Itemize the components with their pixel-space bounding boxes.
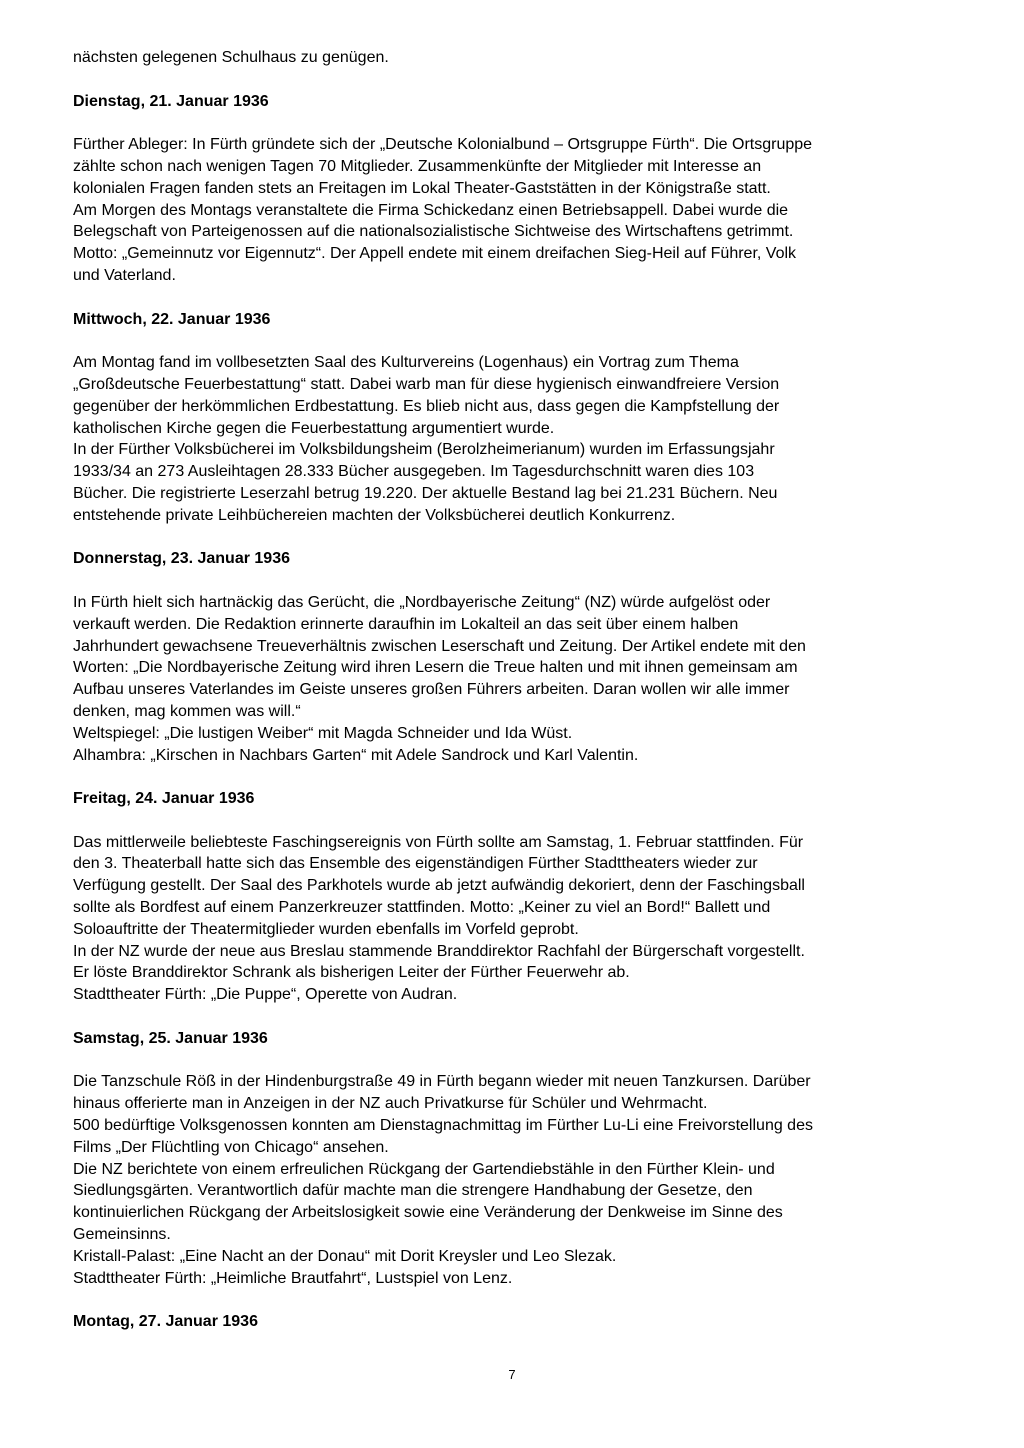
page-number: 7 bbox=[508, 1367, 516, 1382]
text-line: Die NZ berichtete von einem erfreulichen Rückgang der Gartendiebstähle in den Fürther Klein- und bbox=[73, 1160, 775, 1178]
text-line: Kristall-Palast: „Eine Nacht an der Donau“ mit Dorit Kreysler und Leo Slezak. bbox=[73, 1247, 617, 1265]
section-heading bbox=[73, 91, 953, 113]
text-line: In der NZ wurde der neue aus Breslau stammende Branddirektor Rachfahl der Bürgerschaft vorgestellt. bbox=[73, 942, 805, 960]
text-line: Soloauftritte der Theatermitglieder wurden ebenfalls im Vorfeld geprobt. bbox=[73, 920, 579, 938]
text-line: Am Montag fand im vollbesetzten Saal des Kulturvereins (Logenhaus) ein Vortrag zum Thema bbox=[73, 354, 739, 372]
paragraph bbox=[73, 134, 953, 287]
text-line: Motto: „Gemeinnutz vor Eigennutz“. Der Appell endete mit einem dreifachen Sieg-Heil auf Führer, Volk bbox=[73, 245, 797, 263]
text-line: Freitag, 24. Januar 1936 bbox=[73, 790, 255, 808]
document-content bbox=[73, 47, 953, 1355]
text-line: Fürther Ableger: In Fürth gründete sich der „Deutsche Kolonialbund – Ortsgruppe Fürth“. Die Ortsgruppe bbox=[73, 136, 813, 154]
text-line: kolonialen Fragen fanden stets an Freitagen im Lokal Theater-Gaststätten in der Königstraße statt. bbox=[73, 179, 771, 197]
text-line: denken, mag kommen was will.“ bbox=[73, 702, 301, 720]
text-line: Belegschaft von Parteigenossen auf die nationalsozialistische Sichtweise des Wirtschaftens getrimmt. bbox=[73, 223, 794, 241]
text-line: Verfügung gestellt. Der Saal des Parkhotels wurde ab jetzt aufwändig dekoriert, denn der Faschingsball bbox=[73, 877, 805, 895]
paragraph bbox=[73, 47, 953, 69]
paragraph bbox=[73, 832, 953, 1006]
text-line: hinaus offerierte man in Anzeigen in der NZ auch Privatkurse für Schüler und Wehrmacht. bbox=[73, 1095, 708, 1113]
text-line: Stadttheater Fürth: „Die Puppe“, Operette von Audran. bbox=[73, 986, 458, 1004]
text-line: kontinuierlichen Rückgang der Arbeitslosigkeit sowie eine Veränderung der Denkweise im Sinne des bbox=[73, 1204, 783, 1222]
text-line: Die Tanzschule Röß in der Hindenburgstraße 49 in Fürth begann wieder mit neuen Tanzkursen. Darüber bbox=[73, 1073, 811, 1091]
text-line: Das mittlerweile beliebteste Faschingsereignis von Fürth sollte am Samstag, 1. Februar stattfinden. Für bbox=[73, 833, 804, 851]
text-line: gegenüber der herkömmlichen Erdbestattung. Es blieb nicht aus, dass gegen die Kampfstellung der bbox=[73, 397, 780, 415]
text-line: Donnerstag, 23. Januar 1936 bbox=[73, 550, 290, 568]
text-line: sollte als Bordfest auf einem Panzerkreuzer stattfinden. Motto: „Keiner zu viel an Bord!“ Ballett und bbox=[73, 899, 771, 917]
text-line: Stadttheater Fürth: „Heimliche Brautfahrt“, Lustspiel von Lenz. bbox=[73, 1269, 513, 1287]
text-line: verkauft werden. Die Redaktion erinnerte daraufhin im Lokalteil an das seit über einem halben bbox=[73, 615, 739, 633]
text-line: Mittwoch, 22. Januar 1936 bbox=[73, 310, 271, 328]
section-heading bbox=[73, 309, 953, 331]
paragraph bbox=[73, 592, 953, 766]
text-line: nächsten gelegenen Schulhaus zu genügen. bbox=[73, 49, 389, 66]
paragraph bbox=[73, 352, 953, 526]
text-line: Films „Der Flüchtling von Chicago“ ansehen. bbox=[73, 1138, 389, 1156]
text-line: Dienstag, 21. Januar 1936 bbox=[73, 92, 269, 110]
text-line: 500 bedürftige Volksgenossen konnten am Dienstagnachmittag im Fürther Lu-Li eine Freivorstellung des bbox=[73, 1117, 813, 1135]
paragraph bbox=[73, 1071, 953, 1289]
section-heading bbox=[73, 548, 953, 570]
text-line: In Fürth hielt sich hartnäckig das Gerücht, die „Nordbayerische Zeitung“ (NZ) würde aufgelöst oder bbox=[73, 593, 771, 611]
text-line: Jahrhundert gewachsene Treueverhältnis zwischen Leserschaft und Zeitung. Der Artikel endete mit den bbox=[73, 637, 806, 655]
text-line: Er löste Branddirektor Schrank als bisherigen Leiter der Fürther Feuerwehr ab. bbox=[73, 964, 630, 982]
section-heading bbox=[73, 1311, 953, 1333]
text-line: den 3. Theaterball hatte sich das Ensemble des eigenständigen Fürther Stadttheaters wieder zur bbox=[73, 855, 758, 873]
section-heading bbox=[73, 1028, 953, 1050]
section-heading bbox=[73, 788, 953, 810]
text-line: „Großdeutsche Feuerbestattung“ statt. Dabei warb man für diese hygienisch einwandfreiere Version bbox=[73, 375, 780, 393]
text-line: Bücher. Die registrierte Leserzahl betrug 19.220. Der aktuelle Bestand lag bei 21.231 Büchern. Neu bbox=[73, 484, 778, 502]
text-line: katholischen Kirche gegen die Feuerbestattung argumentiert wurde. bbox=[73, 419, 555, 437]
text-line: 1933/34 an 273 Ausleihtagen 28.333 Bücher ausgegeben. Im Tagesdurchschnitt waren dies 103 bbox=[73, 463, 755, 481]
text-line: Alhambra: „Kirschen in Nachbars Garten“ mit Adele Sandrock und Karl Valentin. bbox=[73, 746, 639, 764]
text-line: Aufbau unseres Vaterlandes im Geiste unseres großen Führers arbeiten. Daran wollen wir alle immer bbox=[73, 681, 790, 699]
text-line: und Vaterland. bbox=[73, 266, 176, 284]
text-line: zählte schon nach wenigen Tagen 70 Mitglieder. Zusammenkünfte der Mitglieder mit Interesse an bbox=[73, 157, 762, 175]
text-line: entstehende private Leihbüchereien machten der Volksbücherei deutlich Konkurrenz. bbox=[73, 506, 676, 524]
text-line: Worten: „Die Nordbayerische Zeitung wird ihren Lesern die Treue halten und mit ihnen gemeinsam am bbox=[73, 659, 798, 677]
text-line: Gemeinsinns. bbox=[73, 1226, 171, 1244]
text-line: In der Fürther Volksbücherei im Volksbildungsheim (Berolzheimerianum) wurden im Erfassungsjahr bbox=[73, 441, 775, 459]
text-line: Siedlungsgärten. Verantwortlich dafür machte man die strengere Handhabung der Gesetze, den bbox=[73, 1182, 753, 1200]
text-line: Am Morgen des Montags veranstaltete die Firma Schickedanz einen Betriebsappell. Dabei wurde die bbox=[73, 201, 789, 219]
text-line: Samstag, 25. Januar 1936 bbox=[73, 1029, 268, 1047]
text-line: Weltspiegel: „Die lustigen Weiber“ mit Magda Schneider und Ida Wüst. bbox=[73, 724, 573, 742]
text-line: Montag, 27. Januar 1936 bbox=[73, 1313, 258, 1331]
